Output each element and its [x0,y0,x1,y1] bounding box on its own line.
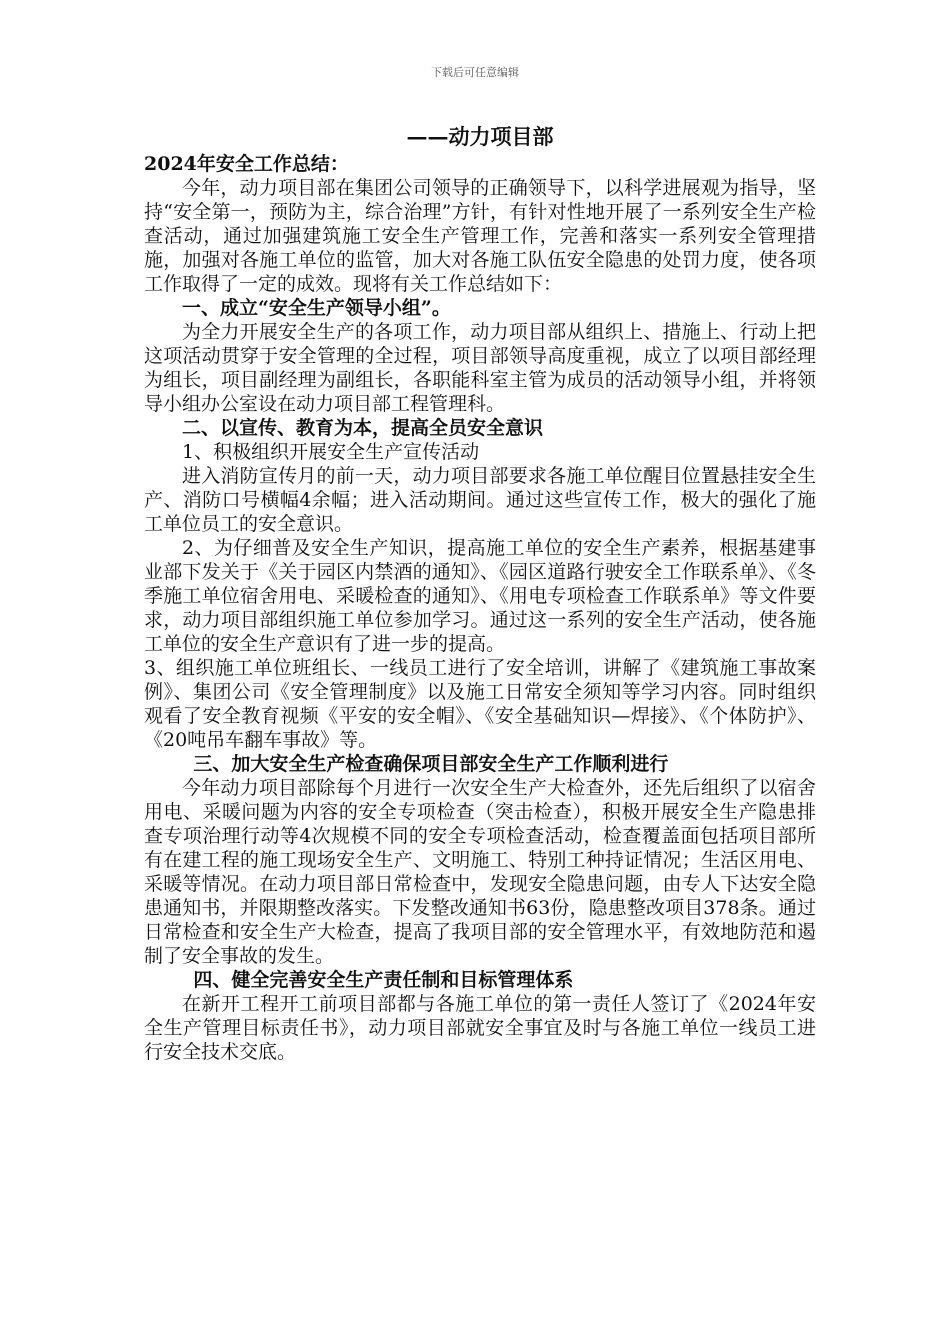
page-header-note: 下载后可任意编辑 [431,66,519,79]
section-2-item-1-title: 1、积极组织开展安全生产宣传活动 [182,441,480,463]
section-1-heading: 一、成立“安全生产领导小组”。 [182,297,451,319]
section-2-item-1-body: 进入消防宣传月的前一天，动力项目部要求各施工单位醒目位置悬挂安全生产、消防口号横幅4余幅；进入活动期间。通过这些宣传工作，极大的强化了施工单位员工的安全意识。 [144,465,816,535]
intro-paragraph: 今年，动力项目部在集团公司领导的正确领导下，以科学进展观为指导，坚持“安全第一，预防为主，综合治理”方针，有针对性地开展了一系列安全生产检查活动，通过加强建筑施工安全生产管理工作，完善和落实一系列安全管理措施，加强对各施工单位的监管，加大对各施工队伍安全隐患的处罚力度，使各项工作取得了一定的成效。现将有关工作总结如下： [144,177,816,295]
document-title: ——动力项目部 [406,124,554,149]
section-2-item-2: 2、为仔细普及安全生产知识，提高施工单位的安全生产素养，根据基建事业部下发关于《关于园区内禁酒的通知》、《园区道路行驶安全工作联系单》、《冬季施工单位宿舍用电、采暖检查的通知》、《用电专项检查工作联系单》等文件要求，动力项目部组织施工单位参加学习。通过这一系列的安全生产活动，使各施工单位的安全生产意识有了进一步的提高。 [144,537,816,655]
section-3-heading: 三、加大安全生产检查确保项目部安全生产工作顺利进行 [193,753,669,775]
section-3-body: 今年动力项目部除每个月进行一次安全生产大检查外，还先后组织了以宿舍用电、采暖问题为内容的安全专项检查（突击检查），积极开展安全生产隐患排查专项治理行动等4次规模不同的安全专项检查活动，检查覆盖面包括项目部所有在建工程的施工现场安全生产、文明施工、特别工种持证情况；生活区用电、采暖等情况。在动力项目部日常检查中，发现安全隐患问题，由专人下达安全隐患通知书，并限期整改落实。下发整改通知书63份，隐患整改项目378条。通过日常检查和安全生产大检查，提高了我项目部的安全管理水平，有效地防范和遏制了安全事故的发生。 [144,777,816,967]
section-2-item-3: 3、组织施工单位班组长、一线员工进行了安全培训，讲解了《建筑施工事故案例》、集团公司《安全管理制度》以及施工日常安全须知等学习内容。同时组织观看了安全教育视频《平安的安全帽》、《安全基础知识—焊接》、《个体防护》、《20吨吊车翻车事故》等。 [144,657,816,751]
section-4-body: 在新开工程开工前项目部都与各施工单位的第一责任人签订了《2024年安全生产管理目标责任书》，动力项目部就安全事宜及时与各施工单位一线员工进行安全技术交底。 [144,993,816,1063]
section-1-body: 为全力开展安全生产的各项工作，动力项目部从组织上、措施上、行动上把这项活动贯穿于安全管理的全过程，项目部领导高度重视，成立了以项目部经理为组长，项目副经理为副组长，各职能科室主管为成员的活动领导小组，并将领导小组办公室设在动力项目部工程管理科。 [144,321,816,415]
document-subtitle: 2024年安全工作总结： [144,153,349,175]
section-4-heading: 四、健全完善安全生产责任制和目标管理体系 [193,969,574,991]
document-body [144,122,816,1064]
section-2-heading: 二、以宣传、教育为本，提高全员安全意识 [182,417,544,439]
